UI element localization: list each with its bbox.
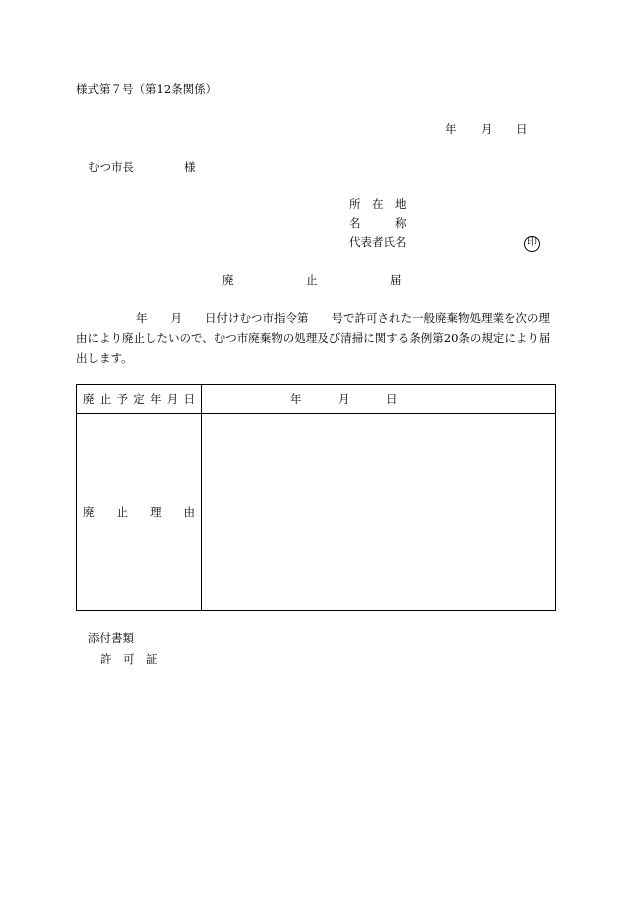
attachment-item: 許 可 証: [100, 652, 158, 666]
notification-table: [76, 384, 556, 611]
reason-value[interactable]: [202, 414, 556, 611]
date-month: 月: [481, 122, 493, 136]
representative-label: 代表者氏名: [349, 235, 407, 249]
addressee-name: むつ市長: [88, 160, 134, 174]
title-char-1: 廃: [222, 273, 234, 287]
table-row: [77, 414, 556, 611]
seal-icon: 印: [524, 236, 540, 252]
body-paragraph: 年 月 日付けむつ市指令第 号で許可された一般廃棄物処理業を次の理由により廃止したいので、むつ市廃棄物の処理及び清掃に関する条例第20条の規定により届出します。: [76, 311, 551, 365]
title-char-3: 届: [390, 273, 402, 287]
planned-date-label: 廃 止 予 定 年 月 日: [77, 385, 202, 414]
name-label: 名 称: [349, 216, 407, 230]
addressee-honorific: 様: [184, 160, 196, 174]
date-day: 日: [516, 122, 528, 136]
table-row: [77, 385, 556, 414]
attachments-label: 添付書類: [88, 631, 134, 645]
form-number: 様式第７号（第12条関係）: [76, 82, 218, 96]
date-year: 年: [445, 122, 457, 136]
title-char-2: 止: [306, 273, 318, 287]
planned-date-value[interactable]: 年 月 日: [202, 385, 556, 414]
address-label: 所 在 地: [349, 197, 407, 211]
reason-label: 廃 止 理 由: [77, 414, 202, 611]
